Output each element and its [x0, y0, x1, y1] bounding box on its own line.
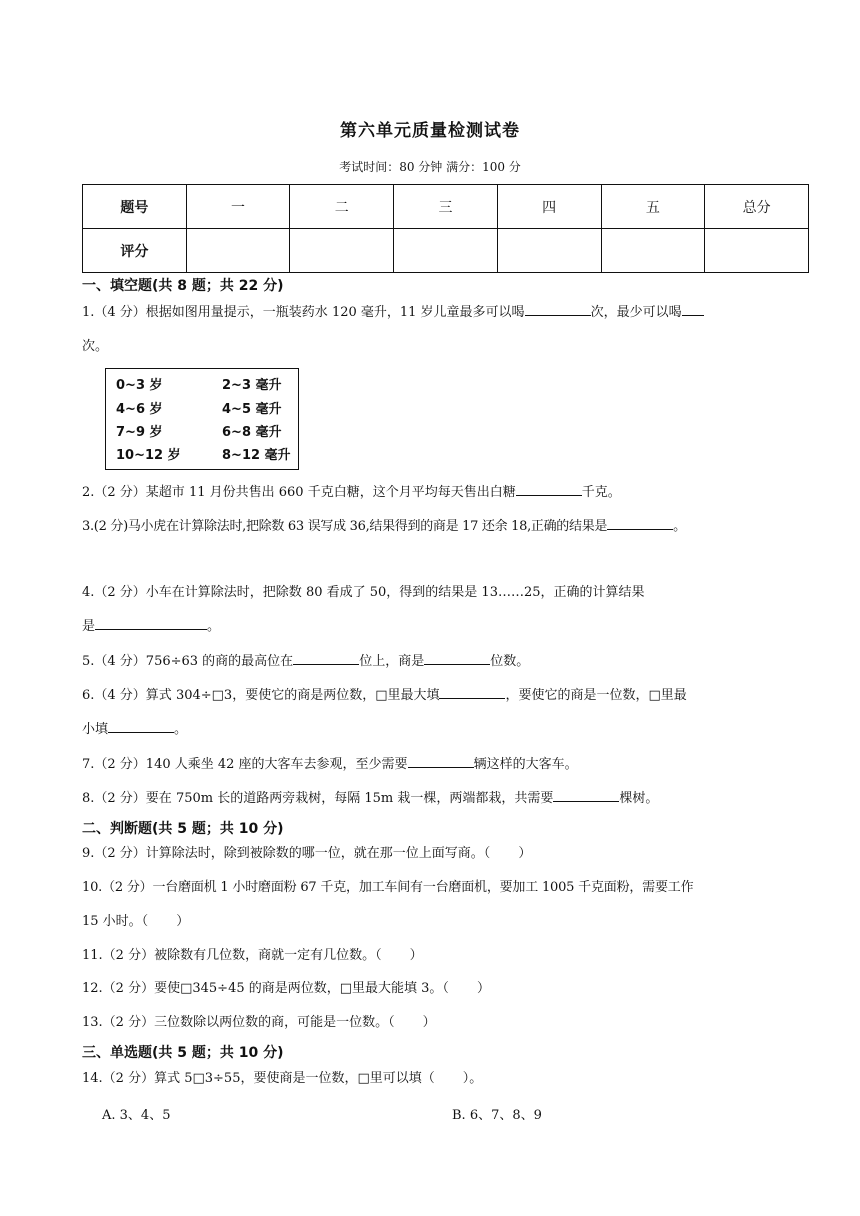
dosage-row	[116, 374, 296, 396]
question-9	[82, 837, 810, 871]
question-2	[82, 476, 810, 510]
question-text: 小填	[82, 722, 109, 737]
dosage-age: 10~12 岁	[116, 448, 181, 463]
page-title: 第六单元质量检测试卷	[340, 121, 520, 141]
grade-cell[interactable]	[394, 229, 498, 273]
question-text: 12.（2 分）要使□345÷45 的商是两位数，□里最大能填 3。（	[82, 981, 449, 996]
question-text: 次。	[82, 339, 109, 354]
question-text: 14.（2 分）算式 5□3÷55，要使商是一位数，□里可以填（	[82, 1071, 435, 1086]
dosage-amount: 6~8 毫升	[222, 425, 282, 440]
option-b[interactable]: B. 6、7、8、9	[452, 1108, 542, 1123]
question-text: 10.（2 分）一台磨面机 1 小时磨面粉 67 千克，加工车间有一台磨面机，要加工 1005 千克面粉，需要工作	[82, 880, 694, 895]
section-heading-single-choice: 三、单选题(共 5 题；共 10 分)	[82, 1045, 284, 1061]
answer-blank[interactable]	[408, 753, 474, 768]
grade-row-label: 评分	[83, 229, 187, 273]
question-13	[82, 1006, 810, 1040]
question-text: 辆这样的大客车。	[473, 757, 578, 772]
question-text: 次，最少可以喝	[590, 305, 682, 320]
score-header-cell: 二	[290, 185, 394, 229]
dosage-amount: 4~5 毫升	[222, 402, 282, 417]
question-4	[82, 576, 810, 610]
question-10-continued	[82, 905, 810, 939]
score-table	[82, 184, 809, 273]
score-header-cell: 题号	[83, 185, 187, 229]
answer-blank[interactable]	[607, 515, 673, 530]
dosage-age: 7~9 岁	[116, 425, 163, 440]
question-text: ）	[476, 981, 490, 996]
question-text: 6.（4 分）算式 304÷□3，要使它的商是两位数，□里最大填	[82, 688, 440, 703]
question-text: 。	[207, 619, 221, 634]
answer-blank[interactable]	[439, 684, 505, 699]
question-text: ）。	[462, 1071, 483, 1086]
question-1-continued	[82, 330, 810, 364]
dosage-age: 0~3 岁	[116, 378, 163, 393]
question-text: 11.（2 分）被除数有几位数，商就一定有几位数。（	[82, 948, 382, 963]
answer-blank[interactable]	[682, 301, 704, 316]
question-14	[82, 1062, 810, 1096]
question-6-continued	[82, 713, 810, 747]
answer-blank[interactable]	[95, 615, 207, 630]
dosage-table	[105, 368, 299, 470]
question-text: 9.（2 分）计算除法时，除到被除数的哪一位，就在那一位上面写商。（	[82, 846, 491, 861]
grade-cell[interactable]	[601, 229, 705, 273]
question-10	[82, 871, 810, 905]
question-text: 8.（2 分）要在 750m 长的道路两旁栽树，每隔 15m 栽一棵，两端都栽，共需要	[82, 791, 554, 806]
dosage-row	[116, 421, 296, 443]
grade-cell[interactable]	[290, 229, 394, 273]
question-1	[82, 296, 810, 330]
option-a[interactable]: A. 3、4、5	[102, 1108, 171, 1123]
dosage-amount: 2~3 毫升	[222, 378, 282, 393]
question-text: 棵树。	[619, 791, 659, 806]
dosage-amount: 8~12 毫升	[222, 448, 291, 463]
question-text: ）	[176, 914, 190, 929]
question-text: ）	[518, 846, 532, 861]
section-heading-true-false: 二、判断题(共 5 题；共 10 分)	[82, 821, 284, 837]
score-table-grade-row	[83, 229, 809, 273]
question-text: 2.（2 分）某超市 11 月份共售出 660 千克白糖，这个月平均每天售出白糖	[82, 485, 516, 500]
question-text: 是	[82, 619, 96, 634]
grade-cell[interactable]	[497, 229, 601, 273]
question-text: 。	[174, 722, 188, 737]
question-text: 千克。	[581, 485, 621, 500]
question-text: 13.（2 分）三位数除以两位数的商，可能是一位数。（	[82, 1015, 395, 1030]
grade-cell[interactable]	[705, 229, 809, 273]
question-6	[82, 679, 810, 713]
question-text: 15 小时。（	[82, 914, 149, 929]
question-text: 3.(2 分)马小虎在计算除法时,把除数 63 误写成 36,结果得到的商是 17 还余 18,正确的结果是	[82, 519, 608, 534]
question-text: ）	[409, 948, 423, 963]
dosage-age: 4~6 岁	[116, 402, 163, 417]
question-text: 1.（4 分）根据如图用量提示，一瓶装药水 120 毫升，11 岁儿童最多可以喝	[82, 305, 525, 320]
section-heading-fill-in: 一、填空题(共 8 题；共 22 分)	[82, 278, 284, 294]
question-3	[82, 510, 810, 544]
question-4-continued	[82, 610, 810, 644]
answer-blank[interactable]	[424, 650, 490, 665]
question-text: 位上，商是	[359, 654, 425, 669]
question-text: 4.（2 分）小车在计算除法时，把除数 80 看成了 50，得到的结果是 13……25，正确的计算结果	[82, 585, 645, 600]
question-text: 5.（4 分）756÷63 的商的最高位在	[82, 654, 294, 669]
score-header-cell: 三	[394, 185, 498, 229]
question-8	[82, 782, 810, 816]
answer-blank[interactable]	[553, 787, 619, 802]
question-text: ，要使它的商是一位数，□里最	[505, 688, 687, 703]
score-header-cell: 总分	[705, 185, 809, 229]
score-header-cell: 五	[601, 185, 705, 229]
score-header-cell: 一	[186, 185, 290, 229]
answer-blank[interactable]	[516, 481, 582, 496]
question-text: 位数。	[490, 654, 530, 669]
question-11	[82, 939, 810, 973]
score-table-header-row	[83, 185, 809, 229]
dosage-row	[116, 444, 296, 466]
answer-blank[interactable]	[108, 718, 174, 733]
score-header-cell: 四	[497, 185, 601, 229]
question-7	[82, 748, 810, 782]
question-text: ）	[422, 1015, 436, 1030]
question-text: 。	[673, 519, 687, 534]
exam-info: 考试时间：80 分钟 满分：100 分	[339, 160, 521, 174]
answer-blank[interactable]	[525, 301, 591, 316]
grade-cell[interactable]	[186, 229, 290, 273]
question-5	[82, 645, 810, 679]
question-text: 7.（2 分）140 人乘坐 42 座的大客车去参观，至少需要	[82, 757, 408, 772]
dosage-row	[116, 398, 296, 420]
question-12	[82, 972, 810, 1006]
answer-blank[interactable]	[293, 650, 359, 665]
